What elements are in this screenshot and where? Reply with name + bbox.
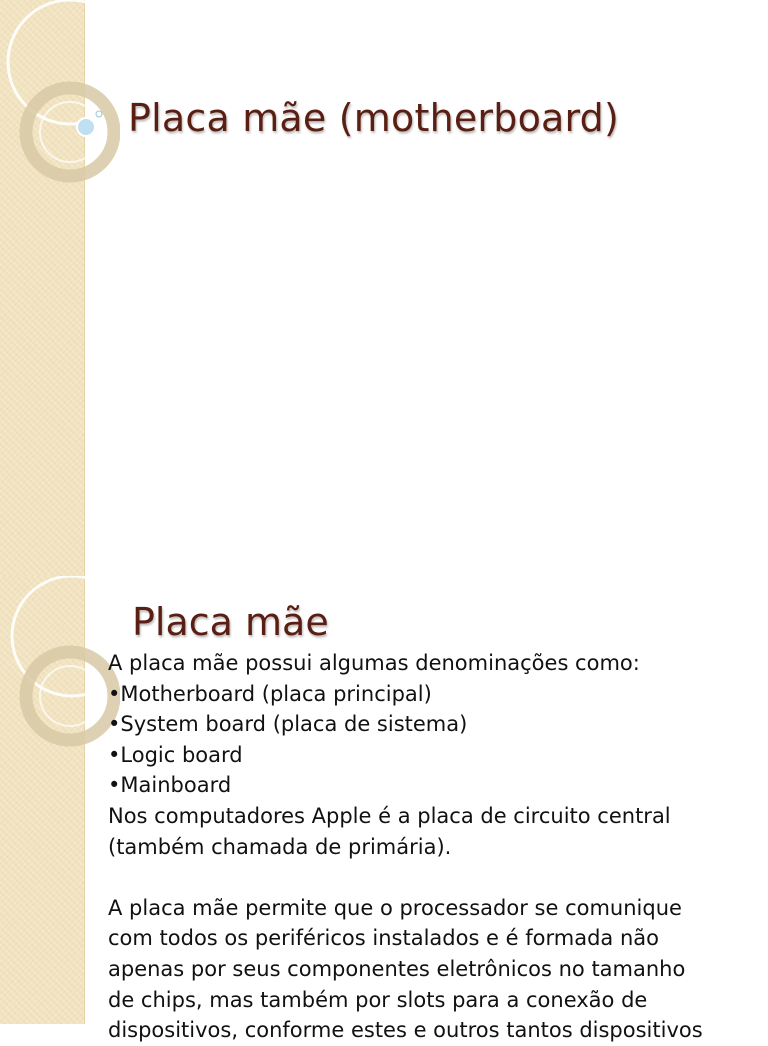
bullet-item: •Mainboard xyxy=(108,773,232,798)
paragraph-line: dispositivos, conforme estes e outros tantos dispositivos xyxy=(108,1018,703,1043)
slide-title: Placa mãe xyxy=(132,600,329,644)
decorative-rings xyxy=(0,0,120,220)
paragraph-line: (também chamada de primária). xyxy=(108,834,452,859)
paragraph-line: apenas por seus componentes eletrônicos no tamanho xyxy=(108,956,686,981)
paragraph-line: com todos os periféricos instalados e é formada não xyxy=(108,926,659,951)
bullet-item: •Motherboard (placa principal) xyxy=(108,681,432,706)
bullet-item: •System board (placa de sistema) xyxy=(108,712,468,737)
paragraph-spacer xyxy=(108,862,748,893)
slide-title: Placa mãe (motherboard) xyxy=(128,96,620,140)
decorative-rings xyxy=(0,576,120,776)
bullet-item: •Logic board xyxy=(108,742,243,767)
paragraph-line: Nos computadores Apple é a placa de circuito central xyxy=(108,803,671,828)
intro-text: A placa mãe possui algumas denominações como: xyxy=(108,651,640,675)
blue-bubble-large xyxy=(77,118,95,136)
blue-bubble-small xyxy=(96,111,102,117)
paragraph-line: A placa mãe permite que o processador se comunique xyxy=(108,895,682,920)
slide-body xyxy=(108,648,748,1046)
paragraph-line: de chips, mas também por slots para a conexão de xyxy=(108,987,648,1012)
